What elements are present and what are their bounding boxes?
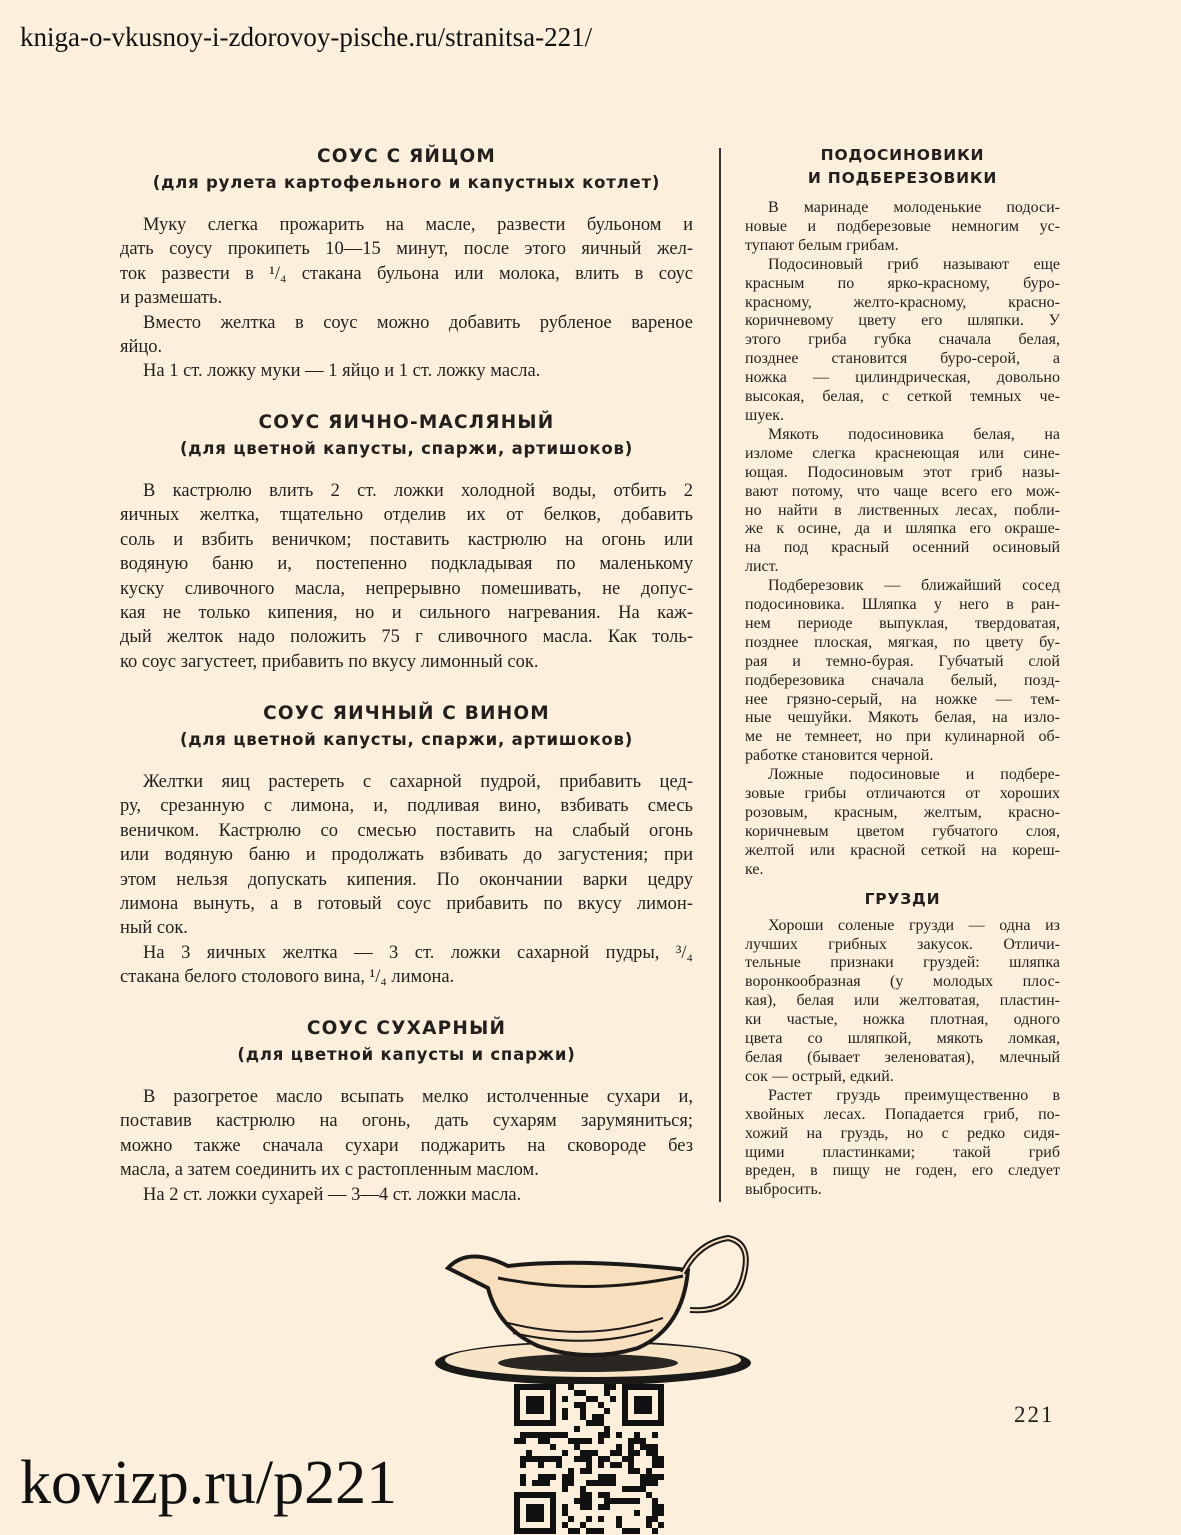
text-line: Хороши соленые грузди — одна из [768, 916, 1060, 934]
section-title: СОУС С ЯЙЦОМ [316, 146, 497, 167]
text-line: новые и подберезовые немногим ус- [745, 217, 1060, 235]
gravy-boat-icon [428, 1228, 758, 1393]
text-line: куску сливочного масла, непрерывно помешивать, не допус- [120, 578, 693, 599]
section-body [745, 917, 1060, 1201]
text-line: позднее плоская, мягкая, по цвету бу- [745, 633, 1060, 651]
text-line: кая), белая или желтоватая, пластин- [745, 992, 1060, 1010]
text-line: ки частые, ножка плотная, одного [745, 1011, 1060, 1029]
text-line: розовым, красным, желтым, красно- [745, 804, 1060, 821]
text-line: В разогретое масло всыпать мелко истолченные сухари и, [143, 1087, 693, 1107]
page-number: 221 [1014, 1402, 1055, 1427]
text-line: изломе слегка краснеющая или сине- [745, 444, 1060, 462]
text-line: ножка — цилиндрическая, довольно [745, 369, 1060, 387]
text-line: На 2 ст. ложки сухарей — 3—4 ст. ложки масла. [143, 1184, 522, 1205]
text-line: выбросить. [745, 1181, 822, 1199]
text-line: на под красный осенний осиновый [745, 539, 1060, 557]
section-title: ПОДОСИНОВИКИ [820, 146, 985, 164]
text-line: ке. [745, 860, 764, 878]
text-line: Ложные подосиновые и подбере- [768, 766, 1060, 784]
text-line: подосиновика. Шляпка у него в ран- [745, 596, 1060, 614]
section-body [120, 479, 693, 674]
text-line: Муку слегка прожарить на масле, развести бульоном и [143, 215, 693, 235]
text-line: работке становится черной. [745, 747, 934, 765]
text-line: воронкообразная (у молодых плос- [745, 973, 1060, 991]
text-line: масла, а затем соединить их с растопленным маслом. [120, 1160, 539, 1181]
text-line: высокая, белая, с сеткой темных че- [745, 388, 1060, 406]
recipe-section [120, 701, 693, 990]
section-title: И ПОДБЕРЕЗОВИКИ [807, 169, 998, 187]
text-line: или водяную баню и продолжать взбивать до загустения; при [120, 845, 693, 866]
text-line: лимона вынуть, а в готовый соус прибавить по вкусу лимон- [120, 894, 693, 915]
short-url[interactable]: kovizp.ru/p221 [20, 1449, 398, 1517]
text-line: ко соус загустеет, прибавить по вкусу лимонный сок. [120, 651, 539, 672]
text-line: яйцо. [120, 337, 163, 358]
text-line: подберезовика сначала белый, позд- [745, 671, 1060, 689]
text-line: ру, срезанную с лимона, и, подливая вино, взбивать смесь [120, 796, 693, 817]
text-line: стакана белого столового вина, ¹/₄ лимона. [120, 967, 455, 988]
text-line: этого гриба губка сначала белая, [745, 331, 1060, 349]
section-title: СОУС ЯИЧНО-МАСЛЯНЫЙ [258, 412, 555, 433]
text-line: водяную баню и, постепенно подкладывая по маленькому [120, 554, 693, 575]
text-line: рая и темно-бурая. Губчатый слой [745, 652, 1060, 670]
text-line: этом нельзя допускать кипения. По окончании варки цедру [120, 869, 693, 890]
text-line: дый желток надо положить 75 г сливочного масла. Как толь- [120, 627, 693, 648]
section-subtitle: (для цветной капусты, спаржи, артишоков) [179, 730, 634, 749]
column-divider [719, 148, 721, 1202]
text-line: коричневым цветом губчатого слоя, [745, 822, 1060, 840]
text-line: кая не только кипения, но и сильного нагревания. На каж- [120, 603, 693, 624]
text-line: лист. [745, 558, 779, 576]
text-line: нем периоде выпуклая, твердоватая, [745, 614, 1060, 632]
text-line: лучших грибных закусок. Отличи- [745, 935, 1060, 953]
section-subtitle: (для рулета картофельного и капустных котлет) [152, 173, 661, 192]
right-column [745, 144, 1060, 1200]
section-title: ГРУЗДИ [864, 889, 941, 908]
text-line: поставив кастрюлю на огонь, дать сухарям зарумяниться; [120, 1111, 693, 1132]
text-line: дать соусу прокипеть 10—15 минут, после этого яичный жел- [120, 239, 693, 260]
article-section [745, 888, 1060, 1201]
section-title: СОУС ЯИЧНЫЙ С ВИНОМ [263, 703, 550, 724]
text-line: шуек. [745, 406, 784, 424]
text-line: и размешать. [120, 288, 223, 309]
text-line: Мякоть подосиновика белая, на [768, 425, 1060, 443]
text-line: хожий на груздь, но с редко сидя- [745, 1124, 1060, 1142]
text-line: Желтки яиц растереть с сахарной пудрой, прибавить цед- [143, 772, 693, 792]
section-subtitle: (для цветной капусты, спаржи, артишоков) [179, 439, 634, 458]
text-line: вреден, в пищу не годен, его следует [745, 1162, 1060, 1180]
text-line: ный сок. [120, 918, 188, 939]
text-line: На 3 яичных желтка — 3 ст. ложки сахарной пудры, ³/₄ [143, 942, 693, 963]
text-line: красному, желто-красному, красно- [745, 293, 1060, 311]
qr-code-icon[interactable] [514, 1384, 664, 1534]
text-line: В маринаде молоденькие подоси- [768, 199, 1060, 216]
section-body [120, 213, 693, 384]
text-line: На 1 ст. ложку муки — 1 яйцо и 1 ст. ложку масла. [143, 361, 541, 382]
text-line: нее грязно-серый, на ножке — тем- [745, 690, 1060, 708]
text-line: зовые грибы отличаются от хороших [745, 785, 1060, 803]
text-line: В кастрюлю влить 2 ст. ложки холодной воды, отбить 2 [143, 481, 693, 501]
text-line: яичных желтка, тщательно отделив их от белков, добавить [120, 505, 693, 526]
text-line: тупают белым грибам. [745, 236, 899, 254]
article-section [745, 144, 1060, 880]
text-line: вают потому, что чаще всего его мож- [745, 482, 1060, 500]
section-title: СОУС СУХАРНЫЙ [306, 1018, 507, 1039]
page-url[interactable]: kniga-o-vkusnoy-i-zdorovoy-pische.ru/stranitsa-221/ [20, 22, 593, 52]
text-line: ток развести в ¹/₄ стакана бульона или молока, влить в соус [120, 263, 693, 284]
section-body [745, 199, 1060, 880]
text-line: коричневому цвету его шляпки. У [745, 312, 1060, 330]
text-line: веничком. Кастрюлю со смесью поставить на слабый огонь [120, 820, 693, 841]
text-line: щими пластинками; такой гриб [745, 1143, 1060, 1161]
text-line: красным по ярко-красному, буро- [745, 274, 1060, 292]
recipe-section [120, 144, 693, 384]
text-line: сок — острый, едкий. [745, 1067, 894, 1085]
text-line: тельные признаки груздей: шляпка [745, 954, 1060, 972]
text-line: Подберезовик — ближайший сосед [768, 577, 1060, 595]
section-subtitle: (для цветной капусты и спаржи) [237, 1045, 576, 1064]
text-line: хвойных лесах. Попадается гриб, по- [745, 1105, 1060, 1123]
text-line: желтой или красной сеткой на кореш- [745, 841, 1060, 859]
text-line: соль и взбить веничком; поставить кастрюлю на огонь или [120, 529, 693, 550]
text-line: ме не темнеет, но при кулинарной об- [745, 728, 1060, 746]
recipe-section [120, 410, 693, 674]
text-line: но найти в лиственных лесах, побли- [745, 501, 1060, 519]
text-line: ющая. Подосиновым этот гриб назы- [745, 463, 1060, 481]
text-line: можно также сначала сухари поджарить на сковороде без [120, 1135, 693, 1156]
text-line: ные чешуйки. Мякоть белая, на изло- [745, 709, 1060, 727]
text-line: цвета со шляпкой, мякоть ломкая, [745, 1030, 1060, 1048]
text-line: Вместо желтка в соус можно добавить рубленое вареное [143, 312, 693, 333]
text-line: Растет груздь преимущественно в [768, 1086, 1060, 1104]
text-line: же к осине, да и шляпка его окраше- [745, 520, 1060, 538]
text-line: белая (бывает зеленоватая), млечный [745, 1048, 1060, 1066]
text-line: Подосиновый гриб называют еще [768, 255, 1060, 273]
section-body [120, 1085, 693, 1207]
section-body [120, 770, 693, 990]
recipe-section [120, 1016, 693, 1207]
text-line: позднее становится буро-серой, а [745, 350, 1060, 368]
